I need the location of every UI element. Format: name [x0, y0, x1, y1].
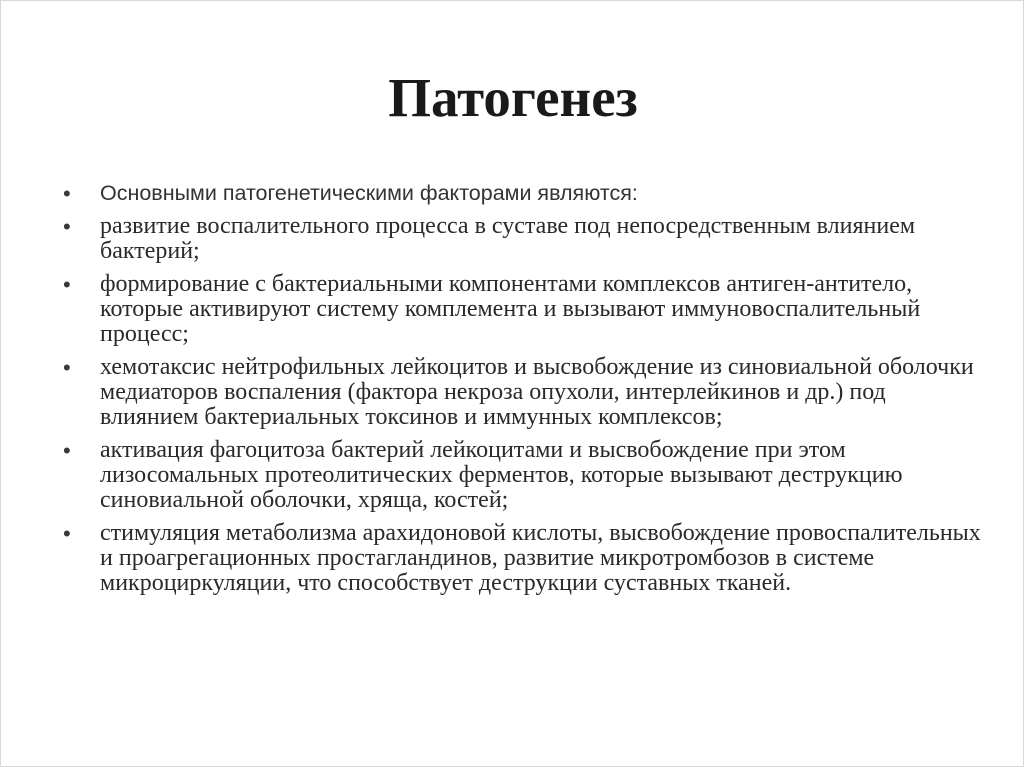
list-item — [63, 181, 983, 206]
list-item-text: хемотаксис нейтрофильных лейкоцитов и высвобождение из синовиальной оболочки медиаторов воспаления (фактора некроза опухоли, интерлейкинов и др.) под влиянием бактериальных токсинов и иммунных комплексов; — [100, 354, 974, 430]
list-item-text: активация фагоцитоза бактерий лейкоцитами и высвобождение при этом лизосомальных протеолитических ферментов, которые вызывают деструкцию синовиальной оболочки, хряща, костей; — [100, 437, 903, 513]
bullet-icon: • — [63, 438, 71, 463]
list-item — [63, 214, 983, 264]
list-item-text: развитие воспалительного процесса в суставе под непосредственным влиянием бактерий; — [100, 213, 916, 264]
bullet-icon: • — [63, 272, 71, 297]
bullet-icon: • — [63, 355, 71, 380]
list-item-text: формирование с бактериальными компонентами комплексов антиген-антитело, которые активируют систему комплемента и вызывают иммуновоспалительный процесс; — [100, 271, 921, 347]
list-item-text: стимуляция метаболизма арахидоновой кислоты, высвобождение провоспалительных и проагрегационных простагландинов, развитие микротромбозов в системе микроциркуляции, что способствует деструкции суставных тканей. — [100, 520, 981, 596]
list-item — [63, 355, 983, 430]
bullet-list — [63, 181, 983, 604]
list-item — [63, 521, 983, 596]
slide-title: Патогенез — [388, 67, 638, 128]
bullet-icon: • — [63, 181, 71, 206]
bullet-icon: • — [63, 214, 71, 239]
list-item — [63, 438, 983, 513]
bullet-icon: • — [63, 521, 71, 546]
list-item — [63, 272, 983, 347]
list-item-text: Основными патогенетическими факторами являются: — [100, 181, 638, 205]
